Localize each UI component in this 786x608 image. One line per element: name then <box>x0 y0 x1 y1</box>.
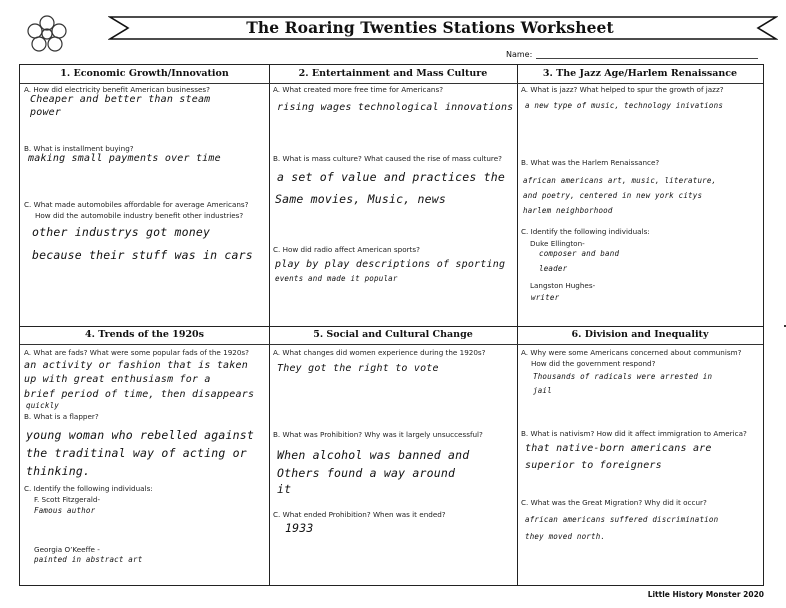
handwritten-answer: they moved north. <box>525 532 606 541</box>
name-line[interactable] <box>536 50 758 59</box>
handwritten-answer: 1933 <box>285 521 314 535</box>
handwritten-answer: events and made it popular <box>275 274 398 283</box>
person-name: F. Scott Fitzgerald- <box>34 495 101 504</box>
name-field[interactable] <box>506 50 758 59</box>
station-1 <box>20 65 269 326</box>
handwritten-answer: writer <box>531 293 560 302</box>
handwritten-answer: a new type of music, technology inivations <box>525 101 724 110</box>
handwritten-answer: it <box>277 482 292 496</box>
handwritten-answer: african americans art, music, literature, <box>523 176 717 185</box>
question: C. Identify the following individuals: <box>521 227 650 236</box>
handwritten-answer: Cheaper and better than steam <box>30 94 211 105</box>
question: B. What is a flapper? <box>24 412 99 421</box>
station-6 <box>517 326 763 585</box>
station-heading: 2. Entertainment and Mass Culture <box>269 65 517 84</box>
handwritten-answer: Others found a way around <box>277 466 456 480</box>
question: A. What changes did women experience during the 1920s? <box>273 348 486 357</box>
handwritten-answer: rising wages technological innovations <box>277 102 514 113</box>
station-heading: 6. Division and Inequality <box>517 326 763 345</box>
question: A. What are fads? What were some popular fads of the 1920s? <box>24 348 249 357</box>
footer-credit: Little History Monster 2020 <box>647 590 764 599</box>
question: B. What is installment buying? <box>24 144 134 153</box>
station-2 <box>269 65 517 326</box>
station-heading: 3. The Jazz Age/Harlem Renaissance <box>517 65 763 84</box>
question: B. What is mass culture? What caused the rise of mass culture? <box>273 154 502 163</box>
question: C. What made automobiles affordable for average Americans? <box>24 200 249 209</box>
worksheet-title: The Roaring Twenties Stations Worksheet <box>246 18 614 37</box>
handwritten-answer: play by play descriptions of sporting <box>275 259 506 270</box>
station-4 <box>20 326 269 585</box>
handwritten-answer: harlem neighborhood <box>523 206 613 215</box>
handwritten-answer: that native-born americans are <box>525 443 712 454</box>
question: A. What is jazz? What helped to spur the growth of jazz? <box>521 85 724 94</box>
handwritten-answer: because their stuff was in cars <box>32 248 253 262</box>
station-5 <box>269 326 517 585</box>
stations-grid <box>19 64 764 586</box>
flower-icon <box>22 14 72 54</box>
station-heading: 4. Trends of the 1920s <box>20 326 269 345</box>
question: C. What was the Great Migration? Why did it occur? <box>521 498 707 507</box>
question: B. What was the Harlem Renaissance? <box>521 158 660 167</box>
name-label: Name: <box>506 50 533 59</box>
handwritten-answer: young woman who rebelled against <box>26 428 254 442</box>
handwritten-answer: power <box>30 107 62 118</box>
handwritten-answer: superior to foreigners <box>525 460 662 471</box>
station-3 <box>517 65 763 326</box>
person-name: Langston Hughes- <box>530 281 596 290</box>
handwritten-answer: an activity or fashion that is taken <box>24 360 248 371</box>
person-name: Duke Ellington- <box>530 239 585 248</box>
handwritten-answer: When alcohol was banned and <box>277 448 470 462</box>
question: A. How did electricity benefit American businesses? <box>24 85 210 94</box>
handwritten-answer: the traditinal way of acting or <box>26 446 247 460</box>
handwritten-answer: They got the right to vote <box>277 363 439 374</box>
handwritten-answer: african americans suffered discrimination <box>525 515 719 524</box>
handwritten-answer: Thousands of radicals were arrested in <box>533 372 713 381</box>
question: C. How did radio affect American sports? <box>273 245 420 254</box>
question: How did the government respond? <box>531 359 656 368</box>
handwritten-answer: a set of value and practices the <box>277 170 505 184</box>
question: B. What is nativism? How did it affect immigration to America? <box>521 429 747 438</box>
person-name: Georgia O’Keeffe - <box>34 545 100 554</box>
handwritten-answer: up with great enthusiasm for a <box>24 374 211 385</box>
question: C. What ended Prohibition? When was it ended? <box>273 510 446 519</box>
station-heading: 1. Economic Growth/Innovation <box>20 65 269 84</box>
question: B. What was Prohibition? Why was it largely unsuccessful? <box>273 430 483 439</box>
question: C. Identify the following individuals: <box>24 484 153 493</box>
handwritten-answer: thinking. <box>26 464 91 478</box>
handwritten-answer: brief period of time, then disappears <box>24 389 255 400</box>
handwritten-answer: Same movies, Music, news <box>275 192 446 206</box>
question: A. What created more free time for Americans? <box>273 85 444 94</box>
handwritten-answer: Famous author <box>34 506 96 515</box>
handwritten-answer: composer and band <box>539 249 620 258</box>
handwritten-answer: painted in abstract art <box>34 555 143 564</box>
question: How did the automobile industry benefit other industries? <box>35 211 244 220</box>
question: A. Why were some Americans concerned about communism? <box>521 348 742 357</box>
handwritten-answer: quickly <box>26 401 60 410</box>
handwritten-answer: leader <box>539 264 568 273</box>
station-heading: 5. Social and Cultural Change <box>269 326 517 345</box>
handwritten-answer: making small payments over time <box>28 153 221 164</box>
handwritten-answer: and poetry, centered in new york citys <box>523 191 703 200</box>
handwritten-answer: jail <box>533 386 552 395</box>
handwritten-answer: other industrys got money <box>32 225 211 239</box>
